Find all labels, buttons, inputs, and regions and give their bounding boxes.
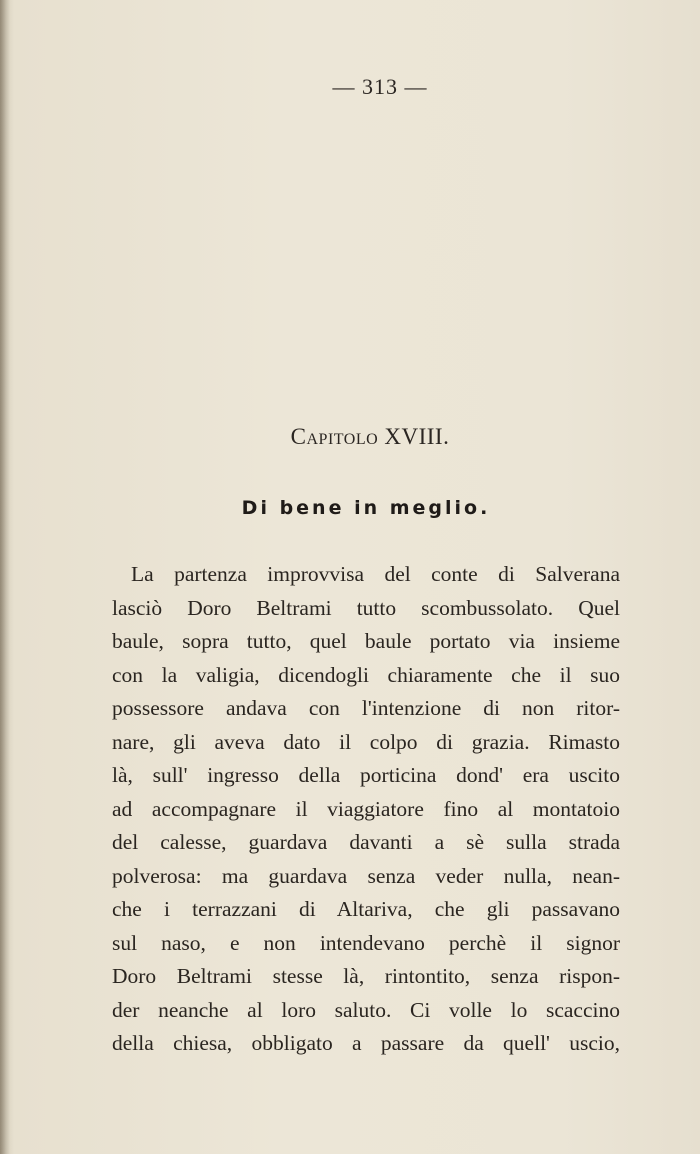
text-line: della chiesa, obbligato a passare da quell' uscio,: [112, 1031, 620, 1055]
page-number: — 313 —: [332, 74, 428, 99]
page-binding-shadow: [0, 0, 10, 1154]
text-line: sul naso, e non intendevano perchè il signor: [112, 930, 620, 955]
chapter-title: Di bene in meglio.: [241, 497, 491, 519]
text-line: là, sull' ingresso della porticina dond' era uscito: [112, 763, 620, 787]
text-line: baule, sopra tutto, quel baule portato via insieme: [112, 629, 620, 653]
text-line: del calesse, guardava davanti a sè sulla strada: [112, 830, 620, 854]
text-line: Doro Beltrami stesse là, rintontito, senza rispon-: [112, 964, 620, 988]
text-line: polverosa: ma guardava senza veder nulla, nean-: [112, 863, 620, 888]
text-line: der neanche al loro saluto. Ci volle lo scaccino: [112, 997, 620, 1022]
text-line: lasciò Doro Beltrami tutto scombussolato. Quel: [112, 595, 620, 620]
text-line: nare, gli aveva dato il colpo di grazia. Rimasto: [112, 729, 620, 754]
body-text: [112, 558, 620, 1061]
text-line: ad accompagnare il viaggiatore fino al montatoio: [112, 796, 620, 821]
text-line: con la valigia, dicendogli chiaramente che il suo: [112, 662, 620, 687]
text-line: La partenza improvvisa del conte di Salverana: [131, 562, 620, 586]
text-line: possessore andava con l'intenzione di non ritor-: [112, 696, 620, 720]
text-line: che i terrazzani di Altariva, che gli passavano: [112, 897, 620, 921]
chapter-heading: Capitolo XVIII.: [290, 424, 450, 449]
